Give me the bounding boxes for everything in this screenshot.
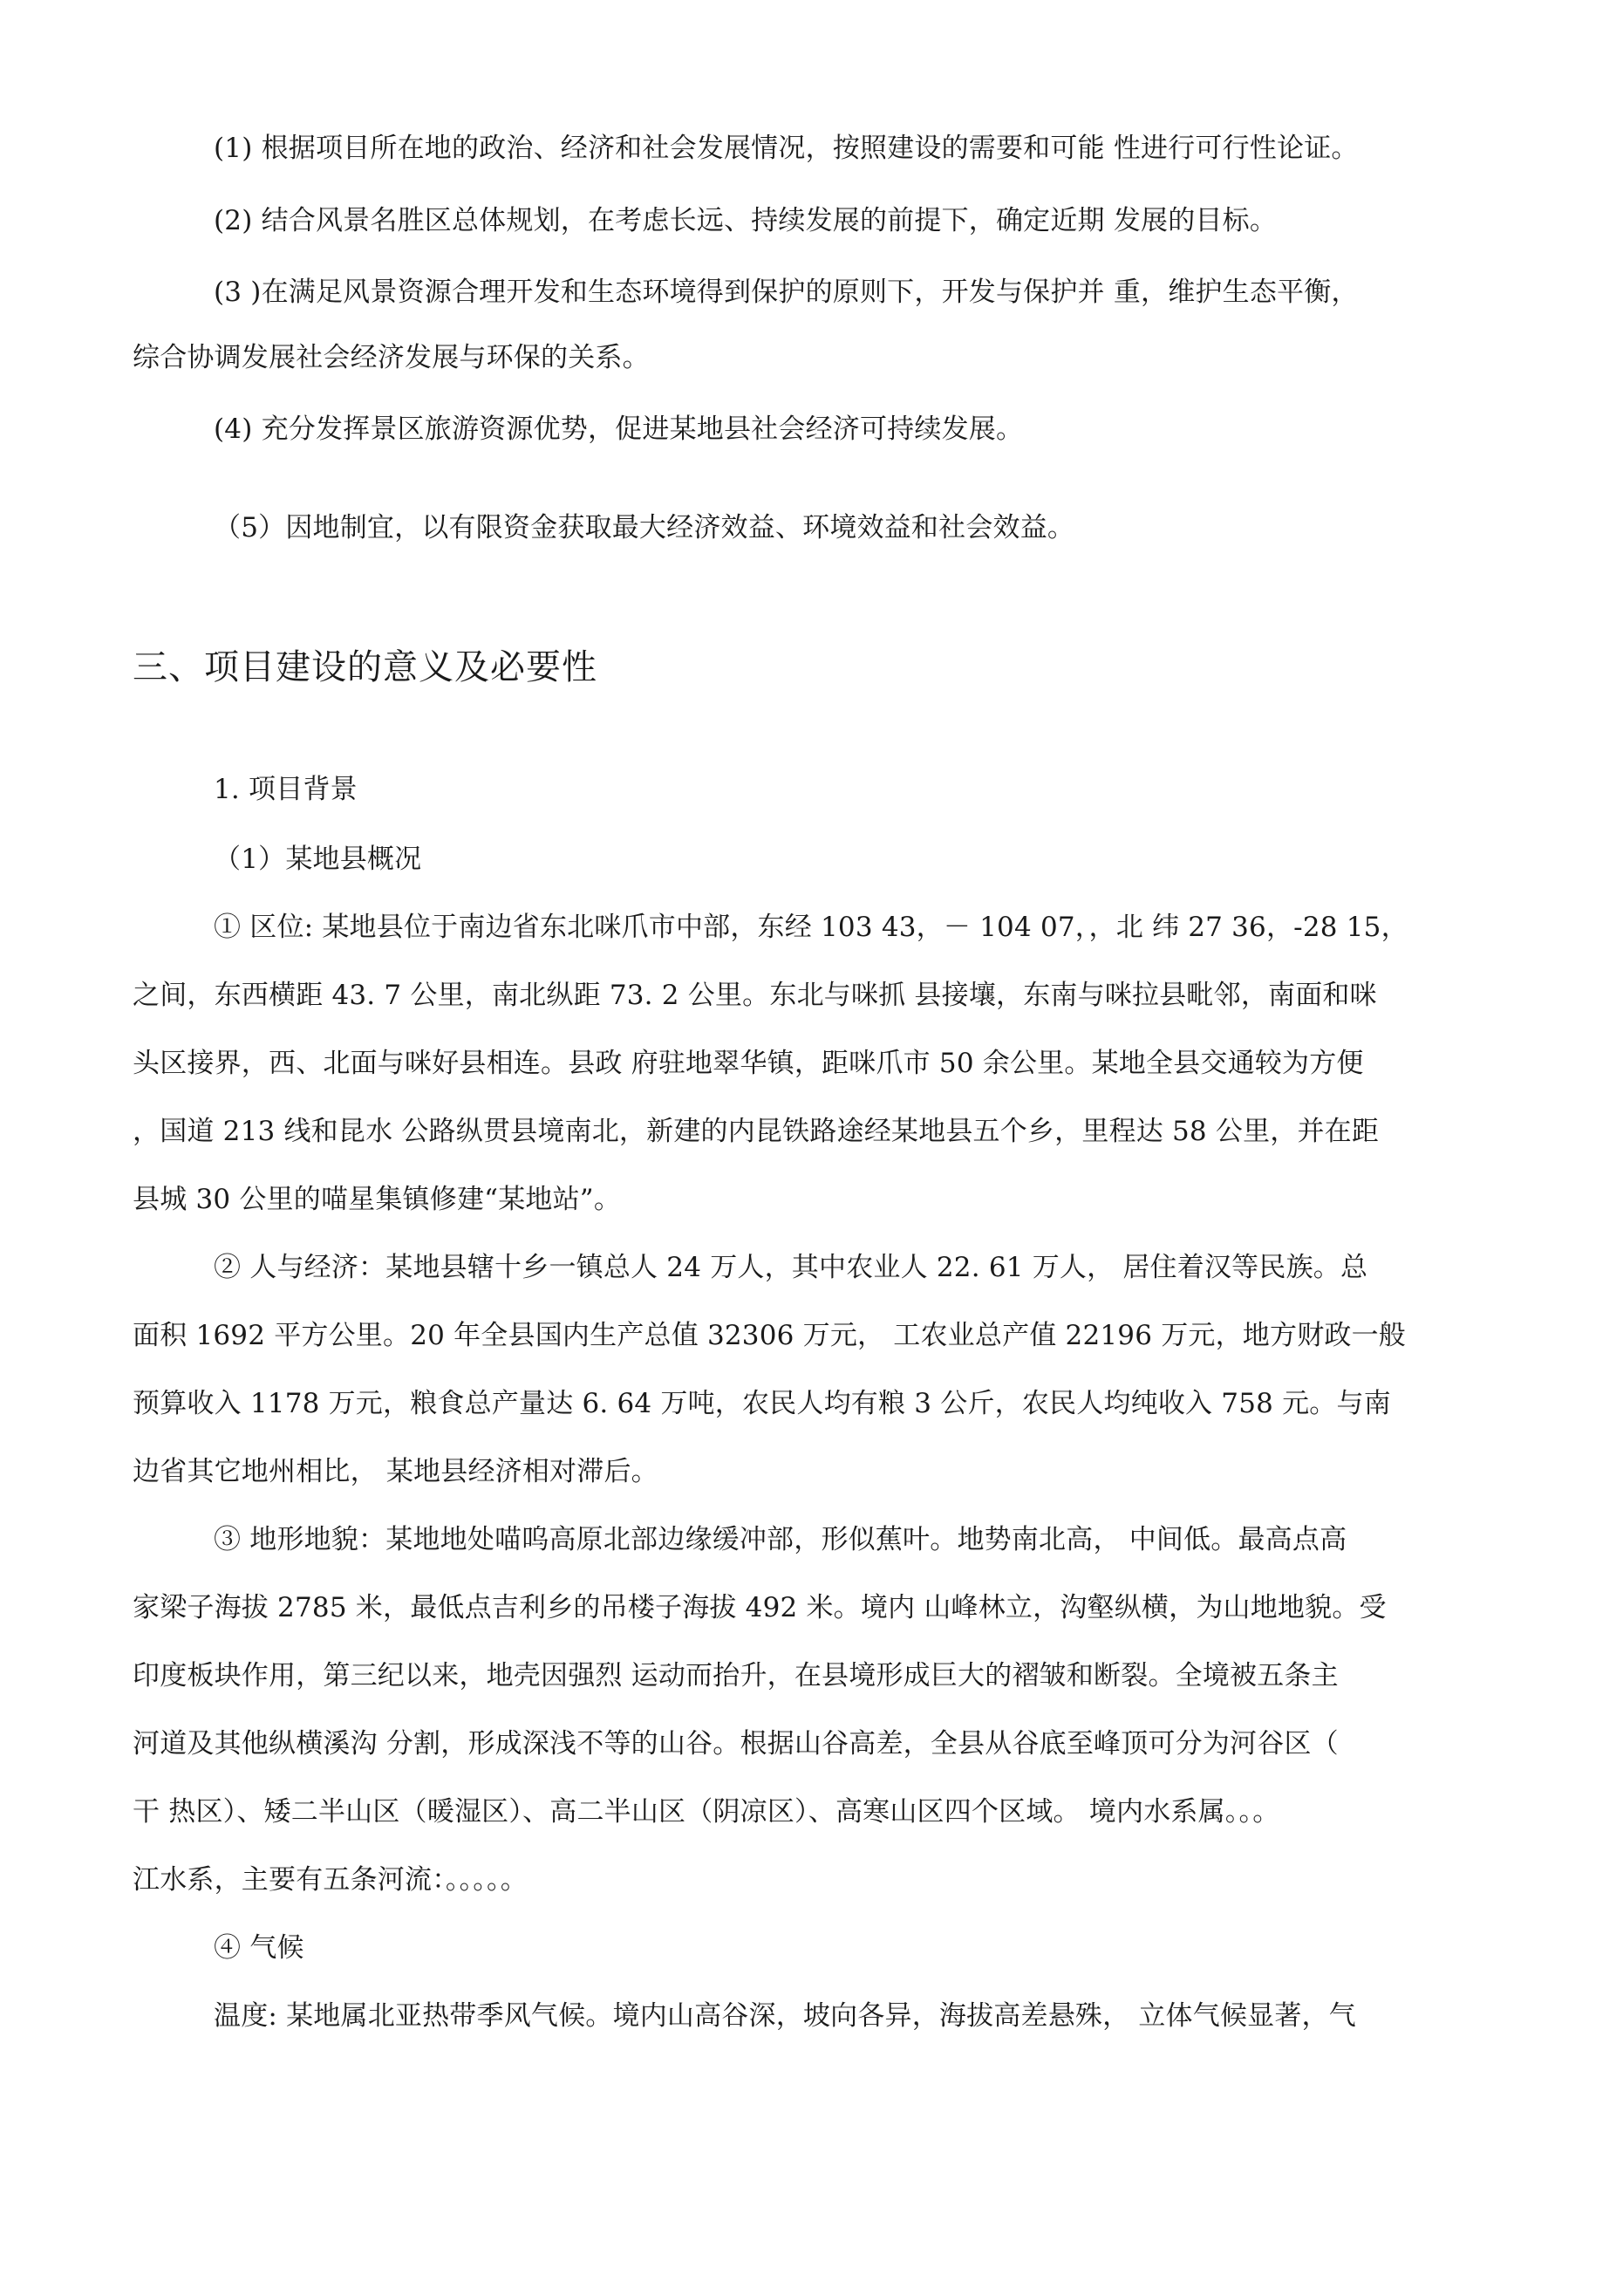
terrain-line-3: 印度板块作用，第三纪以来，地壳因强烈 运动而抬升，在县境形成巨大的褶皱和断裂。全境被五条主: [133, 1660, 1339, 1691]
temperature-line-1: 温度: 某地属北亚热带季风气候。境内山高谷深，坡向各异，海拔高差悬殊， 立体气候显著，气: [214, 2000, 1356, 2032]
climate-heading: ④ 气候: [214, 1932, 304, 1964]
population-line-1: ② 人与经济：某地县辖十乡一镇总人 24 万人，其中农业人 22. 61 万人， 居住着汉等民族。总: [214, 1252, 1368, 1283]
location-line-2: 之间，东西横距 43. 7 公里，南北纵距 73. 2 公里。东北与咪抓 县接壤，东南与咪拉县毗邻，南面和咪: [133, 980, 1377, 1011]
terrain-line-1: ③ 地形地貌：某地地处喵呜高原北部边缘缓冲部，形似蕉叶。地势南北高， 中间低。最高点高: [214, 1524, 1347, 1555]
population-line-3: 预算收入 1178 万元，粮食总产量达 6. 64 万吨，农民人均有粮 3 公斤，农民人均纯收入 758 元。与南: [133, 1388, 1391, 1419]
terrain-line-6: 江水系，主要有五条河流：。。。。。: [133, 1864, 528, 1896]
location-line-1: ① 区位: 某地县位于南边省东北咪爪市中部，东经 103 43，－ 104 07，，北 纬 27 36，-28 15，: [214, 912, 1408, 943]
location-line-4: ，国道 213 线和昆水 公路纵贯县境南北，新建的内昆铁路途经某地县五个乡，里程达 58 公里，并在距: [133, 1116, 1380, 1147]
terrain-line-5: 干 热区）、矮二半山区（暖湿区）、高二半山区（阴凉区）、高寒山区四个区域。 境内水系属。。。: [133, 1796, 1280, 1828]
location-line-3: 头区接界，西、北面与咪好县相连。县政 府驻地翠华镇，距咪爪市 50 余公里。某地全县交通较为方便: [133, 1048, 1364, 1079]
intro-item-4: (4) 充分发挥景区旅游资源优势，促进某地县社会经济可持续发展。: [214, 413, 1024, 445]
population-line-4: 边省其它地州相比， 某地县经济相对滞后。: [133, 1456, 658, 1487]
section-heading: 三、项目建设的意义及必要性: [133, 647, 597, 687]
intro-item-3-line-1: (3 )在满足风景资源合理开发和生态环境得到保护的原则下，开发与保护并 重，维护生态平衡，: [214, 277, 1359, 308]
population-line-2: 面积 1692 平方公里。20 年全县国内生产总值 32306 万元， 工农业总产值 22196 万元，地方财政一般: [133, 1320, 1406, 1351]
subheading-project-background: 1. 项目背景: [214, 774, 358, 805]
intro-item-5: （5）因地制宜，以有限资金获取最大经济效益、环境效益和社会效益。: [214, 512, 1075, 543]
intro-item-1: (1) 根据项目所在地的政治、经济和社会发展情况，按照建设的需要和可能 性进行可行性论证。: [214, 133, 1359, 164]
terrain-line-4: 河道及其他纵横溪沟 分割，形成深浅不等的山谷。根据山谷高差，全县从谷底至峰顶可分为河谷区（: [133, 1728, 1339, 1760]
subheading-county-overview: （1）某地县概况: [214, 844, 422, 875]
terrain-line-2: 家梁子海拔 2785 米，最低点吉利乡的吊楼子海拔 492 米。境内 山峰林立，沟壑纵横，为山地地貌。受: [133, 1592, 1387, 1623]
intro-item-2: (2) 结合风景名胜区总体规划，在考虑长远、持续发展的前提下，确定近期 发展的目标。: [214, 205, 1278, 236]
location-line-5: 县城 30 公里的喵星集镇修建“某地站”。: [133, 1184, 622, 1215]
intro-item-3-line-2: 综合协调发展社会经济发展与环保的关系。: [133, 342, 650, 373]
